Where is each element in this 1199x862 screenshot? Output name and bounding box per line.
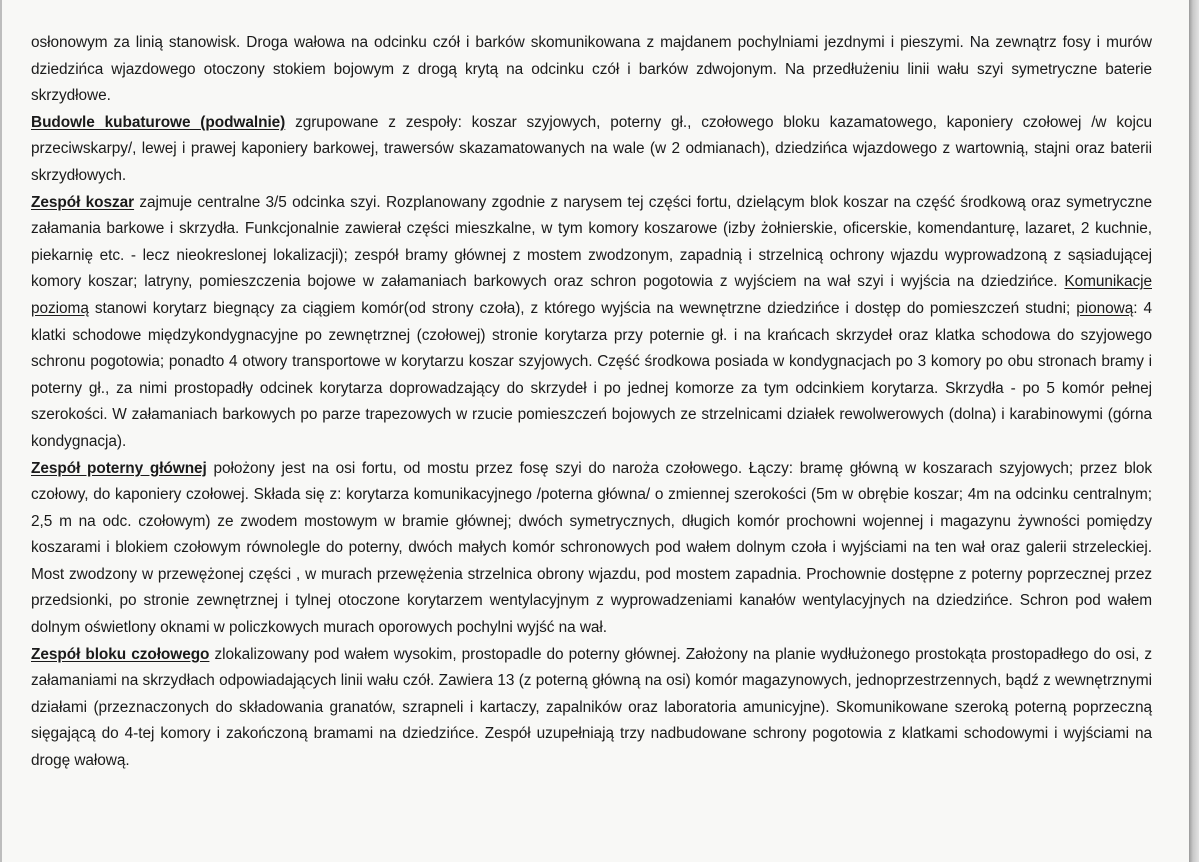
paragraph-budowle — [31, 110, 1152, 190]
scan-right-edge — [1189, 0, 1199, 862]
paragraph-poterna — [31, 456, 1152, 642]
document-body — [31, 30, 1152, 775]
paragraph-blok-czolowy — [31, 642, 1152, 775]
underline-pionowa: pionową — [1076, 299, 1134, 317]
paragraph-blok-czolowy-text: zlokalizowany pod wałem wysokim, prostopadle do poterny głównej. Założony na planie wydłużonego prostokąta prostopadłego do osi, z załamaniami na skrzydłach odpowiadających linii wału czół. Zawiera 13 (z poterną główną na osi) komór magazynowych, jednoprzestrzennych, bądź z wewnętrznymi działami (przeznaczonych do składowania granatów, szrapneli i kartaczy, zapalników oraz laboratoria amunicyjne). Skomunikowane szeroką poterną poprzeczną sięgającą do 4-tej komory i zakończoną bramami na dziedzińce. Zespół uzupełniają trzy nadbudowane schrony pogotowia z klatkami schodowymi i wyjściami na drogę wałową. — [31, 645, 1153, 770]
paragraph-budowle-text: zgrupowane z zespoły: koszar szyjowych, poterny gł., czołowego bloku kazamatowego, kaponiery czołowej /w kojcu przeciwskarpy/, lewej i prawej kaponiery barkowej, trawersów skazamatowanych na wale (w 2 odmianach), dziedzińca wjazdowego z wartownią, stajni oraz baterii skrzydłowych. — [31, 113, 1152, 184]
heading-zespol-poterny: Zespół poterny głównej — [31, 459, 207, 477]
koszary-text-1: zajmuje centralne 3/5 odcinka szyi. Rozplanowany zgodnie z narysem tej części fortu, dzielącym blok koszar na część środkową oraz symetryczne załamania barkowe i skrzydła. Funkcjonalnie zawierał części mieszkalne, w tym komory koszarowe (izby żołnierskie, oficerskie, komendanturę, lazaret, 2 kuchnie, piekarnię etc. - lecz nieokreslonej lokalizacji); zespół bramy głównej z mostem zwodzonym, zapadnią i strzelnicą ochrony wjazdu wyprowadzoną z sąsiadującej komory koszar; latryny, pomieszczenia bojowe w załamaniach barkowych oraz schron pogotowia z wyjściem na wał szyi i wyjścia na dziedzińce. — [31, 193, 1152, 291]
heading-budowle-kubaturowe: Budowle kubaturowe (podwalnie) — [31, 113, 286, 131]
scan-left-border — [0, 0, 2, 862]
underline-komunikacja-pozioma: Komunikacje poziomą — [31, 273, 1152, 317]
heading-zespol-bloku-czolowego: Zespół bloku czołowego — [31, 645, 210, 663]
heading-zespol-koszar: Zespół koszar — [31, 193, 135, 211]
koszary-text-3: : 4 klatki schodowe międzykondygnacyjne po zewnętrznej (czołowej) stronie korytarza przy poternie gł. i na krańcach skrzydeł oraz klatka schodowa do szyjowego schronu pogotowia; ponadto 4 otwory transportowe w korytarzu koszar szyjowych. Część środkowa posiada w kondygnacjach po 3 komory po obu stronach bramy i poterny gł., za nimi prostopadły odcinek korytarza doprowadzający do skrzydeł i po jednej komorze za tym odcinkiem korytarza. Skrzydła - po 5 komór pełnej szerokości. W załamaniach barkowych po parze trapezowych w rzucie pomieszczeń bojowych ze strzelnicami działek rewolwerowych (dolna) i karabinowymi (górna kondygnacja). — [31, 299, 1153, 450]
paragraph-intro: osłonowym za linią stanowisk. Droga wałowa na odcinku czół i barków skomunikowana z majdanem pochylniami jezdnymi i pieszymi. Na zewnątrz fosy i murów dziedzińca wjazdowego otoczony stokiem bojowym z drogą krytą na odcinku czół i barków zdwojonym. Na przedłużeniu linii wału szyi symetryczne baterie skrzydłowe. — [31, 34, 1152, 105]
paragraph-poterna-text: położony jest na osi fortu, od mostu przez fosę szyi do naroża czołowego. Łączy: bramę główną w koszarach szyjowych; przez blok czołowy, do kaponiery czołowej. Składa się z: korytarza komunikacyjnego /poterna główna/ o zmiennej szerokości (5m w obrębie koszar; 4m na odcinku centralnym; 2,5 m na odc. czołowym) ze zwodem mostowym w bramie głównej; dwóch symetrycznych, długich komór prochowni wojennej i magazynu żywności pomiędzy koszarami i blokiem czołowym równolegle do poterny, dwóch małych komór schronowych pod wałem dolnym czoła i wyjściami na ten wał oraz galerii strzeleckiej. Most zwodzony w przewężonej części , w murach przewężenia strzelnica obrony wjazdu, pod mostem zapadnia. Prochownie dostępne z poterny poprzecznej przez przedsionki, po stronie zewnętrznej i tylnej otoczone korytarzem wentylacyjnym z wyprowadzeniami kanałów wentylacyjnych na dziedzińce. Schron pod wałem dolnym oświetlony oknami w policzkowych murach oporowych pochylni wyjść na wał. — [31, 459, 1152, 637]
koszary-text-2: stanowi korytarz biegnący za ciągiem komór(od strony czoła), z którego wyjścia na wewnętrzne dziedzińce i dostęp do pomieszczeń studni; — [88, 299, 1077, 317]
paragraph-koszary — [31, 190, 1152, 456]
